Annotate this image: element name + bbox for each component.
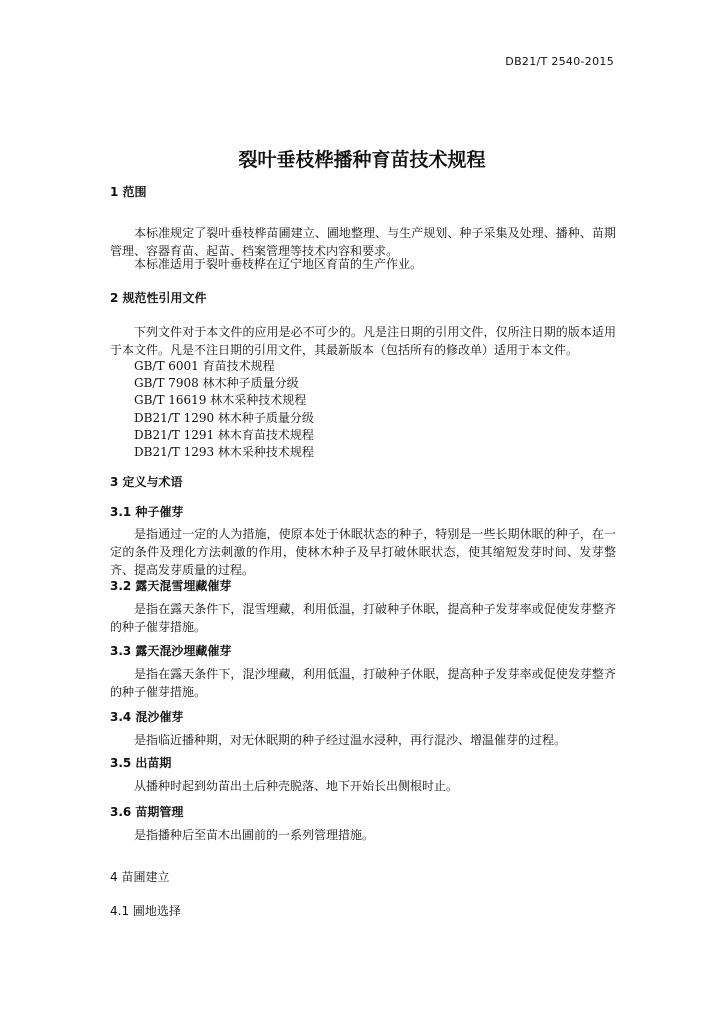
term-heading: 3.2 露天混雪埋藏催芽 <box>110 579 232 593</box>
term-definition: 是指在露天条件下，混沙埋藏，利用低温，打破种子休眠，提高种子发芽率或促使发芽整齐的种子催芽措施。 <box>110 667 616 699</box>
paragraph: 下列文件对于本文件的应用是必不可少的。凡是注日期的引用文件，仅所注日期的版本适用于本文件。凡是不注日期的引用文件，其最新版本（包括所有的修改单）适用于本文件。 <box>110 325 616 357</box>
paragraph: 本标准规定了裂叶垂枝桦苗圃建立、圃地整理、与生产规划、种子采集及处理、播种、苗期管理、容器育苗、起苗、档案管理等技术内容和要求。 <box>110 226 616 258</box>
section-heading-nursery: 4 苗圃建立 <box>110 870 170 884</box>
reference-item: GB/T 6001 育苗技术规程 <box>134 359 275 373</box>
term-heading: 3.4 混沙催芽 <box>110 710 184 724</box>
section-heading-normative-refs: 2 规范性引用文件 <box>110 291 207 305</box>
reference-item: GB/T 16619 林木采种技术规程 <box>134 393 307 408</box>
term-definition: 是指通过一定的人为措施，使原本处于休眠状态的种子，特别是一些长期休眠的种子，在一定的条件及理化方法刺激的作用，使林木种子及早打破休眠状态，使其缩短发芽时间、发芽整齐、提高发芽质量的过程。 <box>110 527 616 577</box>
reference-list <box>134 358 314 461</box>
reference-item: GB/T 7908 林木种子质量分级 <box>134 376 299 391</box>
term-definition: 从播种时起到幼苗出土后种壳脱落、地下开始长出侧根时止。 <box>134 779 459 793</box>
section-heading-terms: 3 定义与术语 <box>110 475 183 489</box>
term-definition: 是指播种后至苗木出圃前的一系列管理措施。 <box>134 828 375 842</box>
page-title: 裂叶垂枝桦播种育苗技术规程 <box>238 149 486 171</box>
term-heading: 3.3 露天混沙埋藏催芽 <box>110 644 232 658</box>
reference-item: DB21/T 1291 林木育苗技术规程 <box>134 427 314 442</box>
reference-item: DB21/T 1293 林木采种技术规程 <box>134 445 314 460</box>
standard-code: DB21/T 2540-2015 <box>505 55 614 68</box>
term-definition: 是指临近播种期，对无休眠期的种子经过温水浸种，再行混沙、增温催芽的过程。 <box>134 733 567 747</box>
term-definition: 是指在露天条件下，混雪埋藏，利用低温，打破种子休眠，提高种子发芽率或促使发芽整齐的种子催芽措施。 <box>110 602 616 634</box>
subsection-heading: 4.1 圃地选择 <box>110 904 181 918</box>
term-heading: 3.5 出苗期 <box>110 756 172 770</box>
reference-item: DB21/T 1290 林木种子质量分级 <box>134 410 314 425</box>
term-heading: 3.1 种子催芽 <box>110 505 184 519</box>
term-heading: 3.6 苗期管理 <box>110 805 184 819</box>
paragraph: 本标准适用于裂叶垂枝桦在辽宁地区育苗的生产作业。 <box>134 257 423 271</box>
section-heading-scope: 1 范围 <box>110 185 147 199</box>
